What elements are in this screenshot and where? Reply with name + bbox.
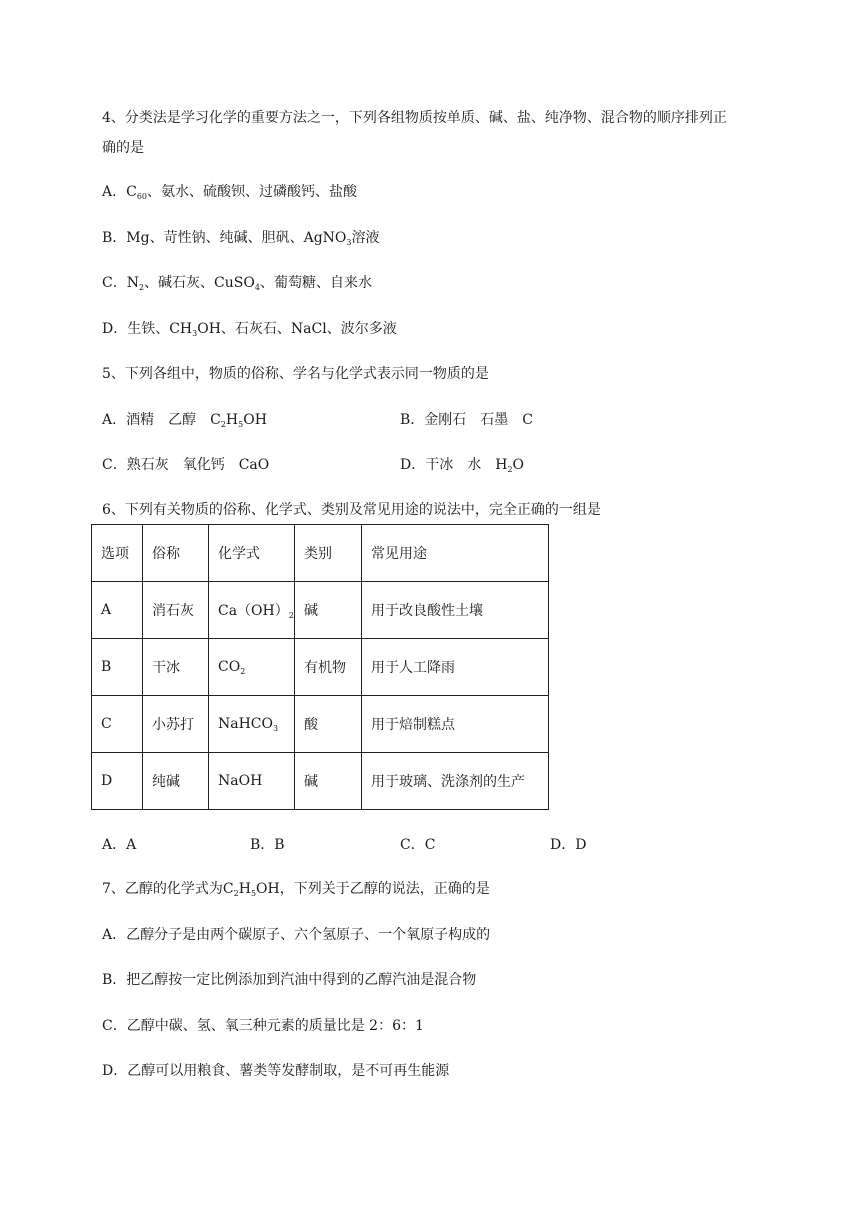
table-header-row <box>92 525 549 582</box>
cell-use: 用于焙制糕点 <box>362 696 549 753</box>
header-option: 选项 <box>92 525 143 582</box>
table-row <box>92 639 549 696</box>
header-common-name: 俗称 <box>143 525 209 582</box>
q6-answer-b: B．B <box>250 837 285 853</box>
q7-option-b: B．把乙醇按一定比例添加到汽油中得到的乙醇汽油是混合物 <box>102 972 477 988</box>
q4-option-a: A．$C_{60}$、氨水、硫酸钡、过磷酸钙、盐酸 <box>102 184 358 201</box>
cell-option: B <box>92 639 143 696</box>
cell-formula: NaOH <box>209 753 295 810</box>
q6-stem: 6、下列有关物质的俗称、化学式、类别及常见用途的说法中，完全正确的一组是 <box>102 502 601 518</box>
cell-formula: $CO_2$ <box>209 639 295 696</box>
q6-table <box>91 524 549 810</box>
cell-category: 碱 <box>295 582 362 639</box>
header-use: 常见用途 <box>362 525 549 582</box>
q4-option-b: B．Mg、苛性钠、纯碱、胆矾、AgNO$_3$溶液 <box>102 230 380 247</box>
cell-option: D <box>92 753 143 810</box>
cell-name: 小苏打 <box>143 696 209 753</box>
q5-stem: 5、下列各组中，物质的俗称、学名与化学式表示同一物质的是 <box>102 366 489 382</box>
cell-category: 碱 <box>295 753 362 810</box>
q7-stem: 7、乙醇的化学式为$C_2H_5OH$，下列关于乙醇的说法，正确的是 <box>102 881 490 898</box>
header-formula: 化学式 <box>209 525 295 582</box>
q7-option-a: A．乙醇分子是由两个碳原子、六个氢原子、一个氧原子构成的 <box>102 927 491 943</box>
q5-option-d: D．干冰 水 $H_2O$ <box>400 457 525 474</box>
cell-category: 酸 <box>295 696 362 753</box>
cell-use: 用于改良酸性土壤 <box>362 582 549 639</box>
q7-option-c: C．乙醇中碳、氢、氧三种元素的质量比是 2：6：1 <box>102 1018 424 1034</box>
cell-use: 用于玻璃、洗涤剂的生产 <box>362 753 549 810</box>
q4-stem-line2: 确的是 <box>102 140 144 156</box>
cell-name: 纯碱 <box>143 753 209 810</box>
cell-option: C <box>92 696 143 753</box>
cell-formula: $Ca(OH)_2$ <box>209 582 295 639</box>
q6-answer-d: D．D <box>550 837 587 853</box>
q6-answer-c: C．C <box>400 837 436 853</box>
q7-option-d: D．乙醇可以用粮食、薯类等发酵制取，是不可再生能源 <box>102 1063 450 1079</box>
table-row <box>92 696 549 753</box>
q4-option-d: D．生铁、$CH_3OH$、石灰石、NaCl、波尔多液 <box>102 321 397 338</box>
q5-option-a: A．酒精 乙醇 $C_2H_5OH$ <box>102 412 267 429</box>
q4-option-c: C．$N_2$、碱石灰、CuSO$_4$、葡萄糖、自来水 <box>102 275 372 292</box>
cell-use: 用于人工降雨 <box>362 639 549 696</box>
cell-option: A <box>92 582 143 639</box>
cell-category: 有机物 <box>295 639 362 696</box>
cell-name: 干冰 <box>143 639 209 696</box>
q4-stem-line1: 4、分类法是学习化学的重要方法之一，下列各组物质按单质、碱、盐、纯净物、混合物的顺序排列正 <box>102 110 727 126</box>
table-row <box>92 582 549 639</box>
q5-option-c: C．熟石灰 氧化钙 CaO <box>102 457 270 473</box>
q6-answer-a: A．A <box>102 837 137 853</box>
header-category: 类别 <box>295 525 362 582</box>
table-row <box>92 753 549 810</box>
cell-formula: NaHCO$_3$ <box>209 696 295 753</box>
q5-option-b: B．金刚石 石墨 C <box>400 412 533 428</box>
cell-name: 消石灰 <box>143 582 209 639</box>
